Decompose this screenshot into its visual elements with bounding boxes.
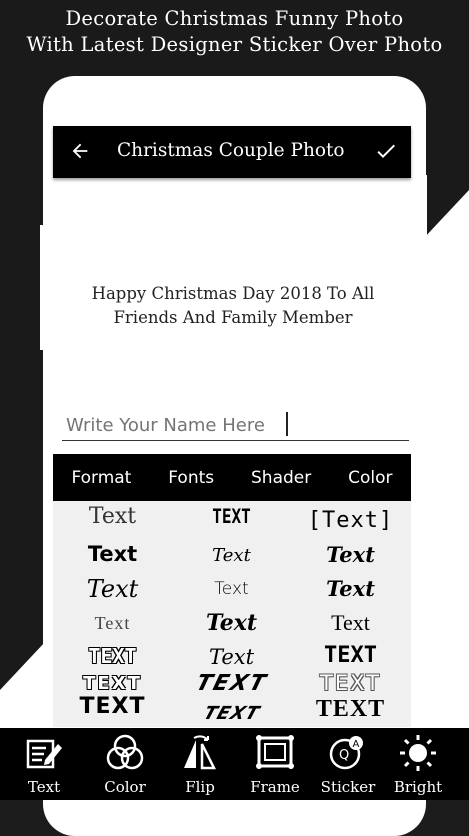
font-option[interactable]: Text bbox=[94, 613, 131, 633]
font-style-grid bbox=[53, 501, 411, 727]
brightness-tool-button[interactable] bbox=[378, 728, 458, 800]
arrow-left-icon[interactable] bbox=[69, 140, 91, 162]
font-option[interactable]: Text bbox=[208, 645, 255, 669]
name-input[interactable] bbox=[62, 410, 409, 441]
phone-side-button bbox=[421, 175, 427, 240]
sticker-icon bbox=[327, 734, 369, 772]
font-option[interactable]: Text bbox=[86, 575, 139, 603]
tool-label: Text bbox=[27, 778, 61, 796]
phone-side-button bbox=[40, 225, 46, 350]
font-option[interactable]: TEXT bbox=[324, 643, 377, 668]
font-option[interactable]: TEXT bbox=[88, 644, 137, 668]
frame-icon bbox=[255, 734, 295, 772]
bottom-toolbar bbox=[0, 728, 469, 800]
font-option[interactable]: TEXT bbox=[315, 696, 386, 722]
text-tool-button[interactable] bbox=[4, 728, 84, 800]
brightness-icon bbox=[398, 734, 438, 772]
font-option[interactable]: [Text] bbox=[307, 508, 394, 533]
app-toolbar bbox=[53, 126, 411, 178]
tab-fonts[interactable]: Fonts bbox=[168, 467, 215, 488]
font-option[interactable]: TEXT bbox=[200, 703, 263, 724]
greeting-line-2: Friends And Family Member bbox=[113, 308, 353, 327]
font-option[interactable]: Text bbox=[88, 504, 137, 529]
promo-headline bbox=[0, 6, 469, 58]
promo-line-1: Decorate Christmas Funny Photo bbox=[65, 7, 404, 30]
font-option[interactable]: Text bbox=[87, 542, 138, 566]
check-icon[interactable] bbox=[374, 139, 398, 163]
tab-format[interactable]: Format bbox=[71, 467, 132, 488]
font-option[interactable]: TEXT bbox=[320, 671, 381, 695]
promo-line-2: With Latest Designer Sticker Over Photo bbox=[26, 33, 443, 56]
text-cursor bbox=[286, 412, 288, 436]
tool-label: Bright bbox=[393, 778, 443, 796]
font-option[interactable]: TEXT bbox=[79, 694, 146, 719]
tool-label: Color bbox=[104, 778, 146, 796]
font-option[interactable]: Text bbox=[214, 579, 249, 599]
tool-label: Flip bbox=[185, 778, 215, 796]
tab-color[interactable]: Color bbox=[348, 467, 393, 488]
font-option[interactable]: TEXT bbox=[212, 505, 251, 528]
font-option[interactable]: Text bbox=[331, 610, 370, 635]
svg-text:Q: Q bbox=[339, 748, 350, 763]
font-option[interactable]: TEXT bbox=[83, 673, 142, 694]
color-tool-button[interactable] bbox=[85, 728, 165, 800]
edit-text-icon bbox=[25, 734, 63, 772]
svg-text:A: A bbox=[352, 739, 360, 750]
font-option[interactable]: TEXT bbox=[193, 671, 270, 696]
style-tabs bbox=[53, 454, 411, 501]
flip-tool-button[interactable] bbox=[160, 728, 240, 800]
tool-label: Frame bbox=[250, 778, 300, 796]
font-option[interactable]: Text bbox=[326, 542, 375, 567]
sticker-tool-button[interactable] bbox=[308, 728, 388, 800]
page-title: Christmas Couple Photo bbox=[117, 140, 345, 161]
greeting-line-1: Happy Christmas Day 2018 To All bbox=[91, 284, 375, 303]
tab-shader[interactable]: Shader bbox=[251, 467, 312, 488]
font-option[interactable]: Text bbox=[212, 545, 251, 566]
font-option[interactable]: Text bbox=[205, 610, 258, 636]
tool-label: Sticker bbox=[320, 778, 376, 796]
frame-tool-button[interactable] bbox=[235, 728, 315, 800]
greeting-text[interactable] bbox=[55, 282, 411, 330]
font-option[interactable]: Text bbox=[326, 576, 375, 601]
flip-icon bbox=[180, 734, 220, 772]
color-circles-icon bbox=[105, 734, 145, 772]
